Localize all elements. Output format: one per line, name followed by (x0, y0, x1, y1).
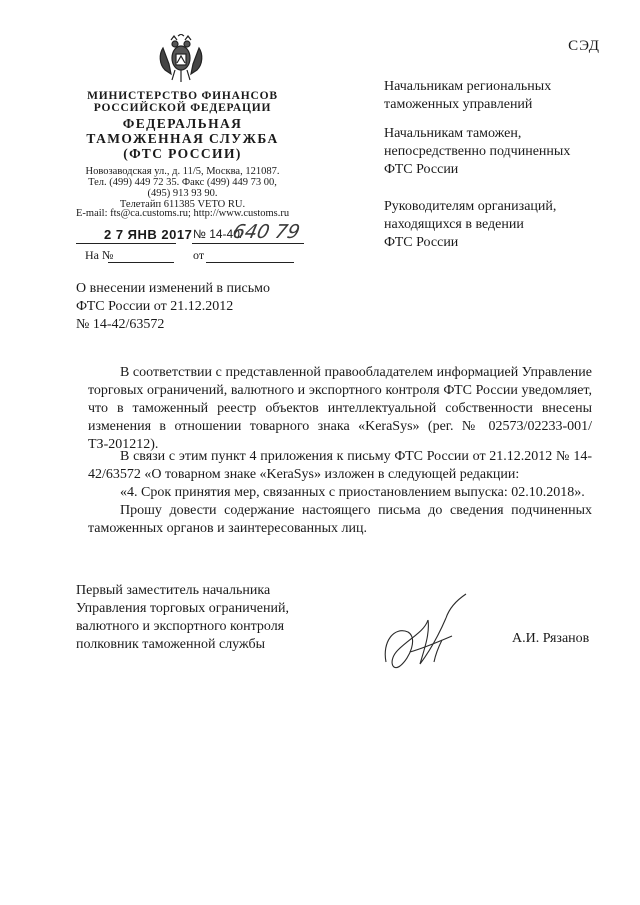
reply-to-label: На № (85, 248, 114, 262)
sed-mark: СЭД (568, 38, 600, 54)
addressee-customs: Начальникам таможен, непосредственно подчиненных ФТС России (384, 126, 571, 177)
reg-number-handwritten: 640 79 (230, 221, 302, 243)
body-paragraph-4: Прошу довести содержание настоящего письма до сведения подчиненных таможенных органов и заинтересованных лиц. (88, 503, 592, 536)
reply-date-line (206, 262, 294, 263)
russian-coat-of-arms-icon (157, 34, 205, 86)
handwritten-signature-icon (380, 592, 480, 682)
signatory-name: А.И. Рязанов (512, 631, 590, 646)
reg-number-label: № 14-40/ (193, 227, 244, 241)
body-paragraph-1: В соответствии с представленной правообладателем информацией Управление торговых ограничений, валютного и экспортного контроля ФТС России уведомляет, что в таможенный реестр объектов интеллектуальной собственности внесены изменения в отношении товарного знака «KeraSys» (рег. № 02573/02233-001/ТЗ-201212). (88, 365, 592, 452)
org-address: Новозаводская ул., д. 11/5, Москва, 121087. Тел. (499) 449 72 35. Факс (499) 449 73 00, (495) 913 93 90. Телетайп 611385 VETO RU. (85, 166, 280, 210)
reg-date: 2 7 ЯНВ 2017 (104, 227, 193, 242)
org-email: E-mail: fts@ca.customs.ru; http://www.customs.ru (76, 208, 290, 219)
ministry-name: МИНИСТЕРСТВО ФИНАНСОВ РОССИЙСКОЙ ФЕДЕРАЦИИ (87, 90, 278, 114)
body-paragraph-2: В связи с этим пункт 4 приложения к письму ФТС России от 21.12.2012 № 14-42/63572 «О товарном знаке «KeraSys» изложен в следующей редакции: (88, 449, 592, 482)
addressee-organizations: Руководителям организаций, находящихся в ведении ФТС России (384, 199, 557, 250)
reply-date-label: от (193, 248, 205, 262)
date-underline (76, 243, 176, 244)
addressee-regional: Начальникам региональных таможенных управлений (384, 79, 552, 112)
service-name: ФЕДЕРАЛЬНАЯ ТАМОЖЕННАЯ СЛУЖБА (ФТС РОССИИ) (86, 116, 279, 161)
reply-to-line (108, 262, 174, 263)
number-underline (192, 243, 304, 244)
letter-subject: О внесении изменений в письмо ФТС России от 21.12.2012 № 14-42/63572 (76, 281, 270, 332)
signatory-title: Первый заместитель начальника Управления торговых ограничений, валютного и экспортного контроля полковник таможенной службы (76, 583, 289, 652)
body-paragraph-3: «4. Срок принятия мер, связанных с приостановлением выпуска: 02.10.2018». (120, 485, 585, 500)
